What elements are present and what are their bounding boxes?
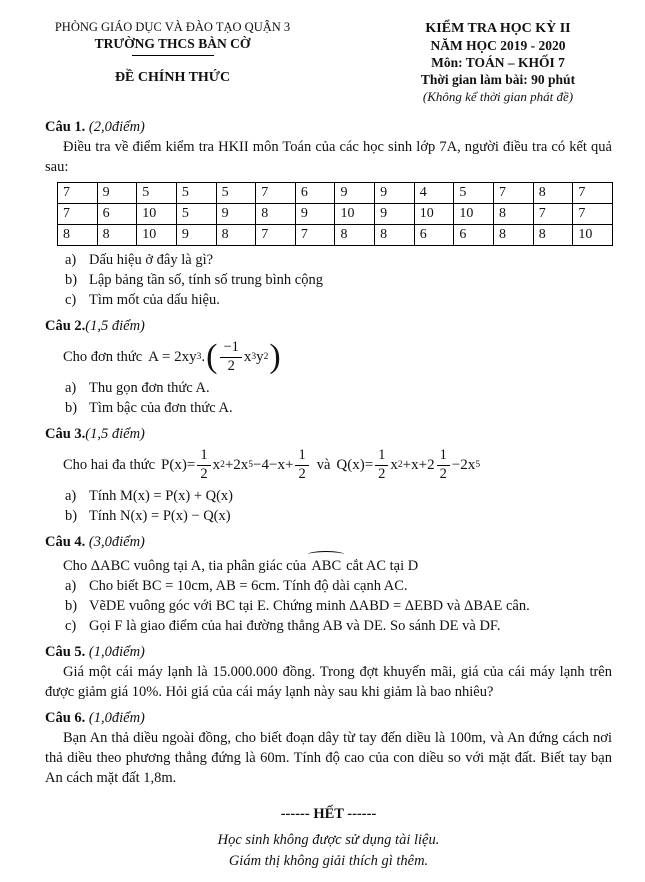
score-cell: 8 bbox=[256, 204, 296, 225]
list-item bbox=[65, 616, 612, 636]
score-cell: 8 bbox=[335, 225, 375, 246]
formula-intro: Cho hai đa thức bbox=[63, 457, 156, 473]
polynomial-p: P(x)= $\frac{1}{2}$ x 2 +2x 5 −4−x+ $\frac{1}{2}$ bbox=[161, 448, 311, 481]
item-marker: c) bbox=[65, 618, 77, 634]
angle-abc: ABC bbox=[309, 554, 343, 576]
item-text: VẽDE vuông góc với BC tại E. Chứng minh ΔABD = ΔEBD và ΔBAE cân. bbox=[89, 598, 530, 614]
header-exam-block bbox=[384, 20, 612, 105]
fraction bbox=[437, 448, 450, 481]
score-row bbox=[58, 183, 613, 204]
fraction-numerator: 1 bbox=[437, 448, 450, 465]
formula-intro: Cho đơn thức bbox=[63, 349, 143, 365]
score-cell: 7 bbox=[256, 183, 296, 204]
score-cell: 5 bbox=[176, 204, 216, 225]
item-text: Lập bảng tần số, tính số trung bình cộng bbox=[89, 272, 323, 288]
fraction-numerator: 1 bbox=[197, 448, 210, 465]
item-text: Thu gọn đơn thức A. bbox=[89, 380, 210, 396]
list-item bbox=[65, 596, 612, 616]
math-dot: . bbox=[201, 349, 206, 365]
math-text: −4−x+ bbox=[253, 457, 294, 473]
close-paren: ) bbox=[269, 337, 281, 375]
score-cell: 9 bbox=[97, 183, 137, 204]
item-marker: c) bbox=[65, 292, 77, 308]
fraction-denominator: 2 bbox=[378, 465, 386, 482]
list-item bbox=[65, 398, 612, 418]
footer-note-proctor: Giám thị không giải thích gì thêm. bbox=[228, 853, 429, 869]
math-text: +2x bbox=[224, 457, 249, 473]
math-text: A = 2xy bbox=[148, 349, 197, 365]
list-item bbox=[65, 576, 612, 596]
score-cell: 10 bbox=[335, 204, 375, 225]
exam-title: KIỂM TRA HỌC KỲ II bbox=[425, 21, 571, 36]
fraction-numerator: 1 bbox=[295, 448, 308, 465]
question-2-formula bbox=[63, 336, 612, 378]
end-marker: ------ HẾT ------ bbox=[280, 806, 377, 822]
department-name: PHÒNG GIÁO DỤC VÀ ĐÀO TẠO QUẬN 3 bbox=[54, 20, 291, 34]
score-cell: 8 bbox=[494, 204, 534, 225]
score-cell: 9 bbox=[176, 225, 216, 246]
score-cell: 10 bbox=[137, 225, 177, 246]
item-marker: b) bbox=[65, 272, 78, 288]
score-cell: 7 bbox=[533, 204, 573, 225]
question-4-points: (3,0điểm) bbox=[88, 534, 145, 550]
question-6-label: Câu 6. bbox=[45, 710, 86, 726]
score-cell: 4 bbox=[414, 183, 454, 204]
question-6-text: Bạn An thả diều ngoài đồng, cho biết đoạn dây từ tay đến diều là 100m, và An đứng cách nơi thả diều theo phương thẳng đứng là 60m. Tính độ cao của con diều so với mặt đất. Biết tay bạn An cách mặt đất 1,8m. bbox=[45, 730, 612, 786]
exam-duration: Thời gian làm bài: 90 phút bbox=[420, 72, 576, 87]
score-cell: 7 bbox=[295, 225, 335, 246]
score-cell: 5 bbox=[137, 183, 177, 204]
connector-text: và bbox=[316, 457, 331, 473]
math-text: +x+2 bbox=[402, 457, 435, 473]
fraction-numerator: 1 bbox=[375, 448, 388, 465]
monomial-formula: A = 2xy 3 . ( $\frac{-1}{2}$ x 3 y 2 ) bbox=[148, 337, 281, 375]
item-text: Dấu hiệu ở đây là gì? bbox=[89, 252, 214, 268]
score-cell: 6 bbox=[414, 225, 454, 246]
score-cell: 7 bbox=[494, 183, 534, 204]
score-cell: 10 bbox=[137, 204, 177, 225]
question-1-points: (2,0điểm) bbox=[88, 119, 145, 135]
score-cell: 7 bbox=[573, 204, 613, 225]
question-4-intro bbox=[63, 552, 612, 576]
fraction bbox=[375, 448, 388, 481]
list-item bbox=[65, 290, 612, 310]
question-6-points: (1,0điểm) bbox=[88, 710, 145, 726]
list-item bbox=[65, 250, 612, 270]
polynomial-q: Q(x)= $\frac{1}{2}$ x 2 +x+2 $\frac{1}{2}$ −2x 5 bbox=[336, 447, 481, 482]
math-text: P(x)= bbox=[161, 457, 196, 473]
item-marker: a) bbox=[65, 252, 77, 268]
math-text: y bbox=[256, 349, 264, 365]
score-cell: 10 bbox=[454, 204, 494, 225]
question-5-heading bbox=[45, 642, 612, 662]
question-4-heading bbox=[45, 532, 612, 552]
score-cell: 5 bbox=[176, 183, 216, 204]
score-cell: 6 bbox=[97, 204, 137, 225]
intro-text: cắt AC tại D bbox=[346, 558, 419, 574]
score-cell: 7 bbox=[573, 183, 613, 204]
score-cell: 9 bbox=[295, 204, 335, 225]
footer-notes bbox=[45, 830, 612, 872]
fraction-denominator: 2 bbox=[200, 465, 208, 482]
question-1-heading bbox=[45, 117, 612, 137]
item-text: Tính N(x) = P(x) − Q(x) bbox=[89, 508, 231, 524]
item-marker: a) bbox=[65, 578, 77, 594]
item-text: Gọi F là giao điểm của hai đường thẳng AB và DE. So sánh DE và DF. bbox=[89, 618, 501, 634]
score-cell: 10 bbox=[573, 225, 613, 246]
score-cell: 7 bbox=[58, 204, 98, 225]
score-cell: 5 bbox=[216, 183, 256, 204]
list-item bbox=[65, 270, 612, 290]
math-text: x bbox=[212, 457, 221, 473]
fraction-denominator: 2 bbox=[439, 465, 447, 482]
question-5-points: (1,0điểm) bbox=[88, 644, 145, 660]
question-3-items bbox=[65, 486, 612, 526]
item-marker: b) bbox=[65, 598, 78, 614]
math-text: −2x bbox=[451, 457, 476, 473]
intro-text: Cho ΔABC vuông tại A, tia phân giác của bbox=[63, 558, 307, 574]
score-cell: 6 bbox=[295, 183, 335, 204]
item-marker: b) bbox=[65, 400, 78, 416]
header-divider-rule bbox=[132, 55, 214, 56]
math-text: x bbox=[390, 457, 398, 473]
score-cell: 8 bbox=[375, 225, 415, 246]
item-text: Tính M(x) = P(x) + Q(x) bbox=[89, 488, 234, 504]
score-cell: 7 bbox=[256, 225, 296, 246]
item-marker: a) bbox=[65, 380, 77, 396]
question-3-label: Câu 3. bbox=[45, 426, 86, 442]
header-school-block bbox=[45, 20, 300, 105]
question-6-heading bbox=[45, 708, 612, 728]
item-text: Tìm mốt của dấu hiệu. bbox=[89, 292, 220, 308]
question-3-points: (1,5 điểm) bbox=[85, 426, 145, 442]
question-5-label: Câu 5. bbox=[45, 644, 86, 660]
question-2-items bbox=[65, 378, 612, 418]
fraction-denominator: 2 bbox=[298, 465, 306, 482]
school-name: TRƯỜNG THCS BÀN CỜ bbox=[94, 36, 251, 51]
list-item bbox=[65, 506, 612, 526]
exam-body bbox=[45, 117, 612, 872]
score-row bbox=[58, 225, 613, 246]
question-2-heading bbox=[45, 316, 612, 336]
score-cell: 8 bbox=[58, 225, 98, 246]
fraction bbox=[220, 340, 241, 373]
subject-grade: Môn: TOÁN – KHỐI 7 bbox=[431, 55, 565, 70]
open-paren: ( bbox=[206, 337, 218, 375]
score-cell: 9 bbox=[375, 183, 415, 204]
fraction-numerator: −1 bbox=[220, 340, 241, 357]
score-cell: 8 bbox=[533, 183, 573, 204]
list-item bbox=[65, 378, 612, 398]
question-4-label: Câu 4. bbox=[45, 534, 86, 550]
question-2-label: Câu 2. bbox=[45, 318, 86, 334]
list-item bbox=[65, 486, 612, 506]
score-cell: 8 bbox=[216, 225, 256, 246]
question-3-heading bbox=[45, 424, 612, 444]
exam-header bbox=[45, 20, 612, 105]
question-1-items bbox=[65, 250, 612, 310]
footer-note-materials: Học sinh không được sử dụng tài liệu. bbox=[217, 832, 440, 848]
scores-table bbox=[57, 182, 613, 246]
score-cell: 9 bbox=[335, 183, 375, 204]
score-cell: 8 bbox=[533, 225, 573, 246]
fraction-denominator: 2 bbox=[227, 357, 235, 374]
question-1-label: Câu 1. bbox=[45, 119, 86, 135]
score-cell: 7 bbox=[58, 183, 98, 204]
score-cell: 10 bbox=[414, 204, 454, 225]
item-text: Tìm bậc của đơn thức A. bbox=[89, 400, 233, 416]
score-cell: 8 bbox=[97, 225, 137, 246]
score-cell: 9 bbox=[375, 204, 415, 225]
item-marker: b) bbox=[65, 508, 78, 524]
score-cell: 8 bbox=[494, 225, 534, 246]
score-cell: 9 bbox=[216, 204, 256, 225]
item-marker: a) bbox=[65, 488, 77, 504]
duration-note: (Không kể thời gian phát đề) bbox=[422, 89, 574, 104]
fraction bbox=[197, 448, 210, 481]
math-text: x bbox=[243, 349, 252, 365]
question-4-items bbox=[65, 576, 612, 636]
school-year: NĂM HỌC 2019 - 2020 bbox=[430, 38, 566, 53]
score-cell: 5 bbox=[454, 183, 494, 204]
fraction bbox=[295, 448, 308, 481]
question-2-points: (1,5 điểm) bbox=[85, 318, 145, 334]
math-text: Q(x)= bbox=[336, 457, 374, 473]
question-3-formula bbox=[63, 444, 612, 486]
official-exam-label: ĐỀ CHÍNH THỨC bbox=[114, 70, 231, 85]
question-1-intro: Điều tra về điểm kiểm tra HKII môn Toán của các học sinh lớp 7A, người điều tra có kết quả sau: bbox=[45, 139, 612, 175]
item-text: Cho biết BC = 10cm, AB = 6cm. Tính độ dài cạnh AC. bbox=[89, 578, 408, 594]
question-5-text: Giá một cái máy lạnh là 15.000.000 đồng. Trong đợt khuyến mãi, giá của cái máy lạnh trên được giảm giá 10%. Hỏi giá của cái máy lạnh này sau khi giảm là bao nhiêu? bbox=[45, 664, 612, 700]
score-cell: 6 bbox=[454, 225, 494, 246]
score-row bbox=[58, 204, 613, 225]
